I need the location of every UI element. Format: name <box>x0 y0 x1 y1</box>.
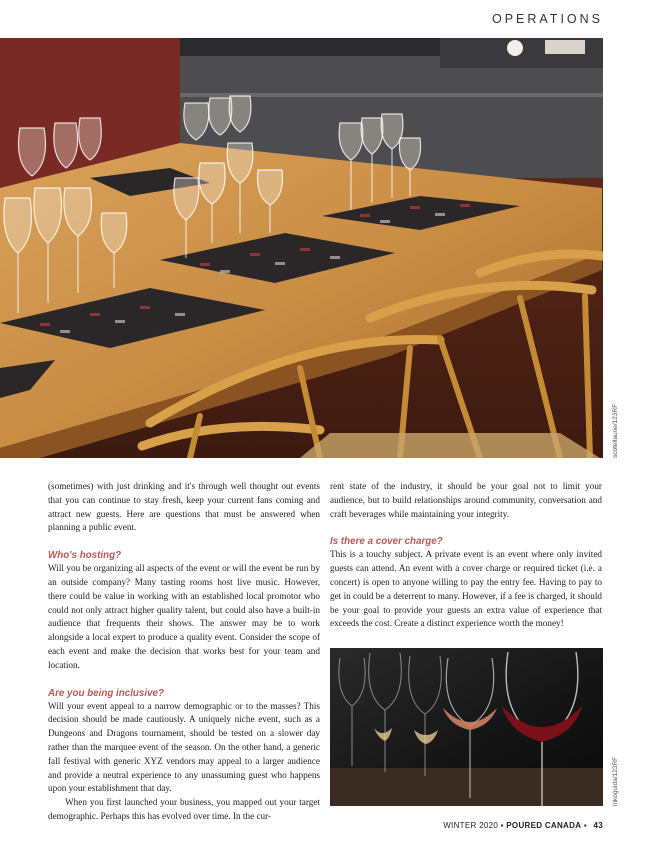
left-column <box>48 480 320 824</box>
section-label: OPERATIONS <box>491 12 603 26</box>
page-footer <box>443 821 603 830</box>
question-inclusive-body: Will your event appeal to a narrow demographic or to the masses? This decision should be made cautiously. A uniquely niche event, such as a Dungeons and Dragons tournament, should be tested on a slower day rather than the marquee event of the season. On the other hand, a generic fall festival with generic XYZ vendors may appeal to a larger audience and provide a neutral experience to any unassuming guest who happens upon your establishment that day. <box>48 700 320 794</box>
intro-paragraph: (sometimes) with just drinking and it's through well thought out events that you can continue to stay fresh, keep your current fans coming and attract new guests. Here are questions that must be answered when planning a public event. <box>48 481 320 533</box>
issue-label: WINTER 2020 <box>443 821 499 830</box>
question-cover-charge-body: This is a touchy subject. A private event is an event where only invited guests can attend. An event with a cover charge or required ticket (i.e. a concert) is open to anyone willing to pay the entry fee. Having to pay to get in could be a deterrent to many. However, if a fee is charged, it should be your goal to provide your guests an extra value of experience that exceeds the cost. Create a distinct experience worth the money! <box>330 549 602 629</box>
hero-photo <box>0 38 603 458</box>
question-cover-charge-heading: Is there a cover charge? <box>330 536 443 548</box>
page-number: 43 <box>593 821 603 830</box>
publication-name: POURED CANADA <box>506 821 582 830</box>
question-hosting-body: Will you be organizing all aspects of the event or will the event be run by an outside company? Many tasting rooms host live music. However, there could be value in working with an established local promotor who could not only attract higher quality talent, but could also have a built-in audience that frequents their shows. The answer may be to work alongside a local expert to produce a quality event. Consider the scope of each event and make the decision that works best for your team and location. <box>48 563 320 670</box>
continuation-paragraph: rent state of the industry, it should be your goal not to limit your audience, but to build relationships around community, conversation and craft beverages while maintaining your integrity. <box>330 481 602 519</box>
footer-separator-2: ▪ <box>583 821 587 830</box>
question-hosting-heading: Who's hosting? <box>48 550 122 562</box>
footer-separator: ▪ <box>500 821 504 830</box>
hero-photo-credit: scotellaurie/123RF <box>612 403 619 458</box>
inset-photo-credit: inkoguida/123RF <box>612 756 619 806</box>
question-inclusive-heading: Are you being inclusive? <box>48 687 164 699</box>
right-column <box>330 480 602 631</box>
question-inclusive-body-continued: When you first launched your business, you mapped out your target demographic. Perhaps this has evolved over time. In the cur- <box>48 797 320 821</box>
wine-glasses-photo <box>330 648 603 806</box>
